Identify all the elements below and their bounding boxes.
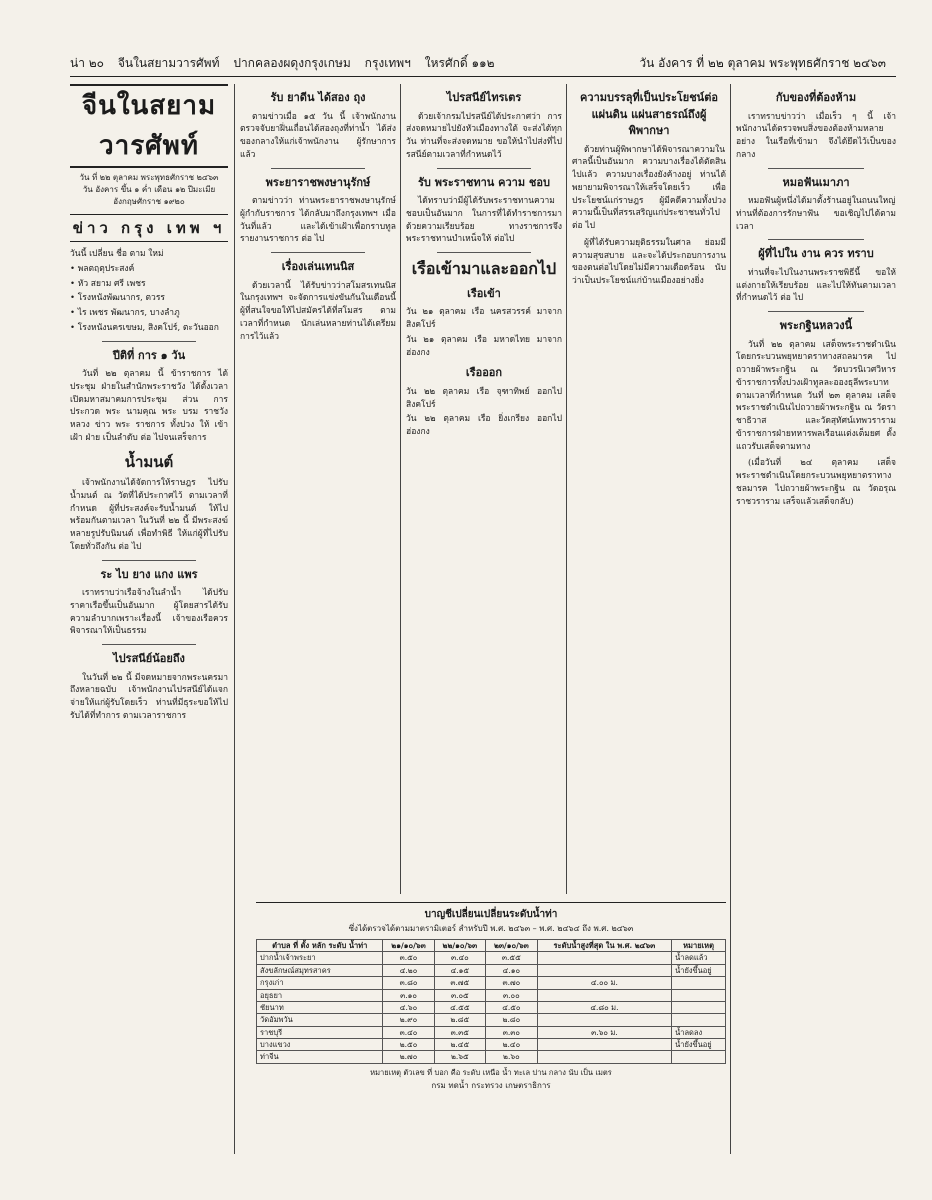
divider [102, 644, 197, 645]
table-cell: น้ำยังขึ้นอยู่ [672, 1039, 726, 1051]
table-cell [537, 964, 671, 976]
column-header: ๒๑/๑๐/๖๓ [383, 940, 434, 952]
article-title: หมอฟันเมาภา [782, 175, 850, 189]
divider [437, 252, 531, 253]
table-row [257, 1014, 726, 1026]
table-cell: ๒.๙๐ [383, 1014, 434, 1026]
water-level-table [256, 939, 726, 1064]
table-cell [537, 989, 671, 1001]
table-cell: ๔.๕๐ [486, 1001, 538, 1013]
table-row [257, 1001, 726, 1013]
table-cell: กรุงเก่า [257, 977, 383, 989]
column-1 [70, 84, 228, 1154]
article-body: ในวันที่ ๒๒ นี้ มีจดหมายจากพระนครมาถึงหลายฉบับ เจ้าพนักงานไปรสนีย์ได้แจกจ่ายให้แก่ผู้รับโดยเร็ว ท่านที่มีธุระขอให้ไปรับได้ที่ทำการ ตามเวลาราชการ [70, 672, 228, 721]
article-body: วันที่ ๒๒ ตุลาคม นี้ ข้าราชการ ได้ประชุม ฝ่ายในสำนักพระราชวัง ได้ตั้งเวลาเปิดมหาสมาคมการประชุม ส่วน การ ประกวด พระ นามคุณ พระ บรม ราชวังหลวง ข่าว พระ ราชการ ทั้งปวง ให้ เข้า เฝ้า ฝ่าย เป็นลำดับ ต่อ ไปจนเสร็จการ [70, 369, 228, 443]
column-rule [400, 84, 401, 894]
arrivals-heading: เรือเข้า [467, 286, 501, 300]
table-cell: ๓.๗๕ [434, 977, 485, 989]
table-row [257, 952, 726, 964]
table-header-row [257, 940, 726, 952]
table-cell: บางแขวง [257, 1039, 383, 1051]
table-cell: ๓.๖๐ ม. [537, 1026, 671, 1038]
article-body: เจ้าพนักงานได้จัดการให้ราษฎร ไปรับน้ำมนต์ ณ วัดที่ได้ประกาศไว้ ตามเวลาที่กำหนด ผู้ที่ประสงค์จะรับน้ำมนต์ ให้ไปพร้อมกันตามเวลา ในวันที่ ๒๒ นี้ มีพระสงฆ์หลายรูปรับนิมนต์ เพื่อทำพิธี ให้แก่ผู้ที่ไปรับโดยทั่วถึงกัน ต่อ ไป [70, 478, 228, 552]
paper-name: จีนในสยามวารศัพท์ [117, 56, 220, 70]
article-title: ไปรสนีย์น้อยถึง [113, 652, 185, 665]
ship-arrival: วัน ๒๑ ตุลาคม เรือ มหาดไทย มาจาก ฮ่องกง [406, 334, 562, 358]
divider [271, 252, 365, 253]
article-title: พระกฐินหลวงนี้ [779, 319, 853, 332]
list-item: • หัว สยาม ศรี เพชร [70, 278, 146, 289]
list-item: • ไร เพชร พัฒนากร, บางลำภู [70, 308, 180, 318]
article-body: ได้ทราบว่ามีผู้ได้รับพระราชทานความชอบเป็นอันมาก ในการที่ได้ทำราชการมาด้วยความเรียบร้อย ทางราชการจึงพระราชทานบำเหน็จให้ ต่อไป [406, 196, 562, 245]
table-cell [672, 1014, 726, 1026]
masthead-title: จีนในสยามวารศัพท์ [70, 84, 228, 168]
table-row [257, 964, 726, 976]
departures-heading: เรือออก [465, 366, 503, 380]
divider [102, 560, 197, 561]
list-item: • พลตฤตุประสงค์ [70, 263, 135, 274]
column-header: ๒๒/๑๐/๖๓ [434, 940, 485, 952]
column-rule [566, 84, 567, 894]
article-body: เราทราบว่าเรือจ้างในลำน้ำ ได้ปรับราคาเรือขึ้นเป็นอันมาก ผู้โดยสารได้รับความลำบากเพราะเรื่องนี้ เจ้าของเรือควรพิจารณาให้เป็นธรรม [70, 588, 228, 637]
table-cell: ๓.๕๕ [486, 952, 538, 964]
table-cell: ๓.๕๐ [383, 952, 434, 964]
article-body: ตามข่าวเมื่อ ๑๕ วัน นี้ เจ้าพนักงาน ตรวจจับยาฝิ่นเถื่อนได้สองถุงที่ท่าน้ำ ได้ส่งของกลางให้แก่เจ้าพนักงาน ผู้รักษาการ แล้ว [240, 111, 396, 160]
article-body: เราทราบข่าวว่า เมื่อเร็ว ๆ นี้ เจ้าพนักงานได้ตรวจพบสิ่งของต้องห้ามหลายอย่าง ในเรือที่เข้ามา จึงได้ยึดไว้เป็นของกลาง [736, 111, 896, 160]
article-title: ผู้ที่ไปใน งาน ควร ทราบ [758, 247, 874, 261]
list-item: • โรงหนังนครเขษม, สิงคโปร์, ตะวันออก [70, 322, 219, 333]
article-title: พระยาราชพงษานุรักษ์ [265, 175, 371, 189]
ship-arrival: วัน ๒๑ ตุลาคม เรือ นครสวรรค์ มาจาก สิงคโปร์ [406, 307, 562, 331]
water-level-table-section [256, 902, 726, 1143]
table-cell: อยุธยา [257, 989, 383, 1001]
article-body: ท่านที่จะไปในงานพระราชพิธีนี้ ขอให้แต่งกายให้เรียบร้อย และไปให้ทันตามเวลาที่กำหนดไว้ ต่อ ไป [736, 267, 896, 304]
table-cell: ๒.๖๐ [486, 1051, 538, 1063]
article-title: รับ ยาดีน ได้สอง ถุง [270, 91, 366, 104]
page-number: น่า ๒๐ [70, 56, 104, 70]
table-cell: ชัยนาท [257, 1001, 383, 1013]
article-body: (เมื่อวันที่ ๒๔ ตุลาคม เสด็จพระราชดำเนินโดยกระบวนพยุหยาตราทางชลมารค ไปถวายผ้าพระกฐิน ณ วัดอรุณราชวราราม เสร็จแล้วเสด็จกลับ) [736, 458, 896, 507]
table-cell [672, 1051, 726, 1063]
divider [768, 168, 864, 169]
table-cell: ๓.๔๐ [434, 952, 485, 964]
list-item: • โรงหนังพัฒนากร, ตวรร [70, 293, 165, 304]
article-body: ด้วยเจ้ากรมไปรสนีย์ได้ประกาศว่า การส่งจดหมายไปยังหัวเมืองทางใต้ จะส่งได้ทุกวัน ท่านที่จะส่งจดหมาย ขอให้นำไปส่งที่ไปรสนีย์ตามเวลาที่กำหนดไว้ [406, 111, 562, 160]
article-title: เรือเข้ามาและออกไป [411, 259, 557, 278]
column-header: หมายเหตุ [672, 940, 726, 952]
article-title: ระ ไบ ยาง แกง แพร [100, 567, 198, 581]
table-cell [537, 1051, 671, 1063]
table-cell: ท่าจีน [257, 1051, 383, 1063]
table-cell: น้ำลดลง [672, 1026, 726, 1038]
column-rule [234, 84, 235, 1154]
table-cell: สังขลักษณ์สมุทรสาคร [257, 964, 383, 976]
table-cell: ๔.๖๐ [383, 1001, 434, 1013]
table-row [257, 977, 726, 989]
article-title: น้ำมนต์ [124, 452, 174, 471]
table-cell [537, 1014, 671, 1026]
newspaper-page [70, 50, 896, 1165]
table-cell: ๓.๑๐ [383, 989, 434, 1001]
table-cell: ๓.๐๐ [486, 989, 538, 1001]
table-row [257, 1026, 726, 1038]
column-rule [730, 84, 731, 1154]
table-cell: ๔.๑๐ [486, 964, 538, 976]
table-cell: ๒.๘๕ [434, 1014, 485, 1026]
article-title: เรื่องเล่นเทนนิส [281, 260, 355, 273]
table-subtitle: ซึ่งได้ตรวจได้ตามมาตรามิเตอร์ สำหรับปี พ.ศ. ๒๔๖๓ – พ.ศ. ๒๔๖๔ ถึง พ.ศ. ๒๔๖๓ [348, 924, 634, 933]
table-cell: ๔.๕๕ [434, 1001, 485, 1013]
masthead-era: อังกฤษศักราช ๑๙๒๐ [113, 197, 185, 206]
city-label: กรุงเทพฯ [364, 56, 411, 70]
article-body: ด้วยเวลานี้ ได้รับข่าวว่าสโมสรเทนนิส ในกรุงเทพฯ จะจัดการแข่งขันกันในเดือนนี้ ผู้ที่สนใจขอให้ไปสมัครได้ที่สโมสร ตามเวลาที่กำหนด นักเล่นหลายท่านได้เตรียมการไว้แล้ว [240, 280, 396, 342]
table-cell: ๓.๔๐ [383, 1026, 434, 1038]
table-cell: ๒.๘๐ [486, 1014, 538, 1026]
table-cell: น้ำยังขึ้นอยู่ [672, 964, 726, 976]
table-cell: ๔.๑๕ [434, 964, 485, 976]
table-cell: ปากน้ำเจ้าพระยา [257, 952, 383, 964]
list-intro: วันนี้ เปลี่ยน ชื่อ ตาม ใหม่ [70, 249, 164, 259]
divider [768, 311, 864, 312]
table-cell: ๒.๔๐ [486, 1039, 538, 1051]
article-title: ปีติที่ การ ๑ วัน [112, 348, 186, 362]
masthead-lunar-date: วัน อังคาร ขึ้น ๑ ค่ำ เดือน ๑๒ ปีมะเมีย [82, 185, 216, 194]
divider [437, 168, 531, 169]
table-row [257, 989, 726, 1001]
table-cell: ๓.๓๕ [434, 1026, 485, 1038]
table-cell: น้ำลดแล้ว [672, 952, 726, 964]
table-signature: กรม ทดน้ำ กระทรวง เกษตราธิการ [431, 1080, 551, 1090]
article-body: วันที่ ๒๒ ตุลาคม เสด็จพระราชดำเนินโดยกระบวนพยุหยาตราทางสถลมารค ไปถวายผ้าพระกฐิน ณ วัดบวรนิเวศวิหาร ข้าราชการทั้งปวงเฝ้าทูลละอองธุลีพระบาท ตามเวลาที่กำหนด วันที่ ๒๓ ตุลาคม เสด็จพระราชดำเนินไปถวายผ้าพระกฐิน ณ วัดราชาธิวาส และวัดสุทัศน์เทพวราราม ข้าราชการฝ่ายทหารพลเรือนแต่งเต็มยศ ตั้งแถวรับเสด็จตามทาง [736, 339, 896, 452]
column-3 [406, 84, 562, 894]
table-cell: ๒.๕๐ [383, 1039, 434, 1051]
table-footnote: หมายเหตุ ตัวเลข ที่ บอก คือ ระดับ เหนือ น้ำ ทะเล ปาน กลาง นับ เป็น เมตร [370, 1067, 612, 1077]
article-title: รับ พระราชทาน ความ ชอบ [418, 175, 550, 189]
column-header: ระดับน้ำสูงที่สุด ใน พ.ศ. ๒๔๖๓ [537, 940, 671, 952]
column-2 [240, 84, 396, 894]
ship-departure: วัน ๒๒ ตุลาคม เรือ ยิ่งเกรียง ออกไป ฮ่องกง [406, 414, 562, 438]
article-body: ผู้ที่ได้รับความยุติธรรมในศาล ย่อมมีความสุขสบาย และจะได้ประกอบการงานของตนต่อไปโดยไม่มีความเดือดร้อน นับว่าเป็นประโยชน์แก่บ้านเมืองอย่างยิ่ง [572, 237, 726, 286]
article-title: กับของที่ต้องห้าม [775, 91, 857, 104]
table-cell: ๓.๗๐ [486, 977, 538, 989]
table-cell [537, 1039, 671, 1051]
table-cell [537, 952, 671, 964]
table-cell: ๓.๘๐ [383, 977, 434, 989]
column-header: ตำบล ที่ ตั้ง หลัก ระดับ น้ำท่า [257, 940, 383, 952]
table-cell: ๒.๔๕ [434, 1039, 485, 1051]
table-cell: ๒.๖๕ [434, 1051, 485, 1063]
article-body: ตามข่าวว่า ท่านพระยาราชพงษานุรักษ์ ผู้กำกับราชการ ได้กลับมาถึงกรุงเทพฯ เมื่อวันที่แล้ว และได้เข้าเฝ้าเพื่อกราบทูลรายงานราชการ ต่อ ไป [240, 196, 396, 245]
article-body: ด้วยท่านผู้พิพากษาได้พิจารณาความในศาลนี้เป็นอันมาก ความบางเรื่องได้ตัดสินไปแล้ว ความบางเรื่องยังค้างอยู่ ท่านได้พยายามพิจารณาให้เสร็จโดยเร็ว เพื่อประโยชน์แก่ราษฎร ผู้มีคดีความทั้งปวง ความนี้เป็นที่สรรเสริญแก่ประชาชนทั่วไป ต่อ ไป [572, 144, 726, 231]
column-5 [736, 84, 896, 1154]
table-cell [672, 989, 726, 1001]
divider [271, 168, 365, 169]
table-cell: ๓.๐๕ [434, 989, 485, 1001]
place-label: ปากคลองผดุงกรุงเกษม [233, 56, 351, 70]
article-body: หมอฟันผู้หนึ่งได้มาตั้งร้านอยู่ในถนนใหญ่ ท่านที่ต้องการรักษาฟัน ขอเชิญไปได้ตามเวลา [736, 196, 896, 232]
table-cell: ๔.๐๐ ม. [537, 977, 671, 989]
divider [102, 341, 197, 342]
divider [768, 239, 864, 240]
table-title: บาญชีเปลี่ยนเปลี่ยนระดับน้ำท่า [424, 909, 558, 920]
table-cell: ๓.๓๐ [486, 1026, 538, 1038]
table-cell [672, 977, 726, 989]
table-cell [672, 1001, 726, 1013]
ship-departure: วัน ๒๒ ตุลาคม เรือ จุฑาทิพย์ ออกไป สิงคโปร์ [406, 386, 562, 410]
table-row [257, 1051, 726, 1063]
year-label: ใหรศักดิ์ ๑๑๒ [424, 56, 495, 70]
article-title: ความบรรลุที่เป็นประโยชน์ต่อแผ่นดิน แผ่นสาธรณ์ถึงผู้พิพากษา [580, 91, 718, 137]
page-header [70, 50, 896, 77]
table-cell: ๒.๗๐ [383, 1051, 434, 1063]
table-cell: วัดอัมพวัน [257, 1014, 383, 1026]
date-label: วัน อังคาร ที่ ๒๒ ตุลาคม พระพุทธศักราช ๒๔๖๓ [639, 56, 886, 70]
section-heading: ข่าว กรุง เทพ ฯ [70, 214, 228, 242]
table-cell: ราชบุรี [257, 1026, 383, 1038]
column-4 [572, 84, 726, 894]
table-cell: ๔.๒๐ [383, 964, 434, 976]
article-title: ไปรสนีย์ไทรเตร [446, 91, 522, 104]
column-header: ๒๓/๑๐/๖๓ [486, 940, 538, 952]
masthead-date: วัน ที่ ๒๒ ตุลาคม พระพุทธศักราช ๒๔๖๓ [79, 173, 219, 182]
table-cell: ๔.๘๐ ม. [537, 1001, 671, 1013]
table-row [257, 1039, 726, 1051]
